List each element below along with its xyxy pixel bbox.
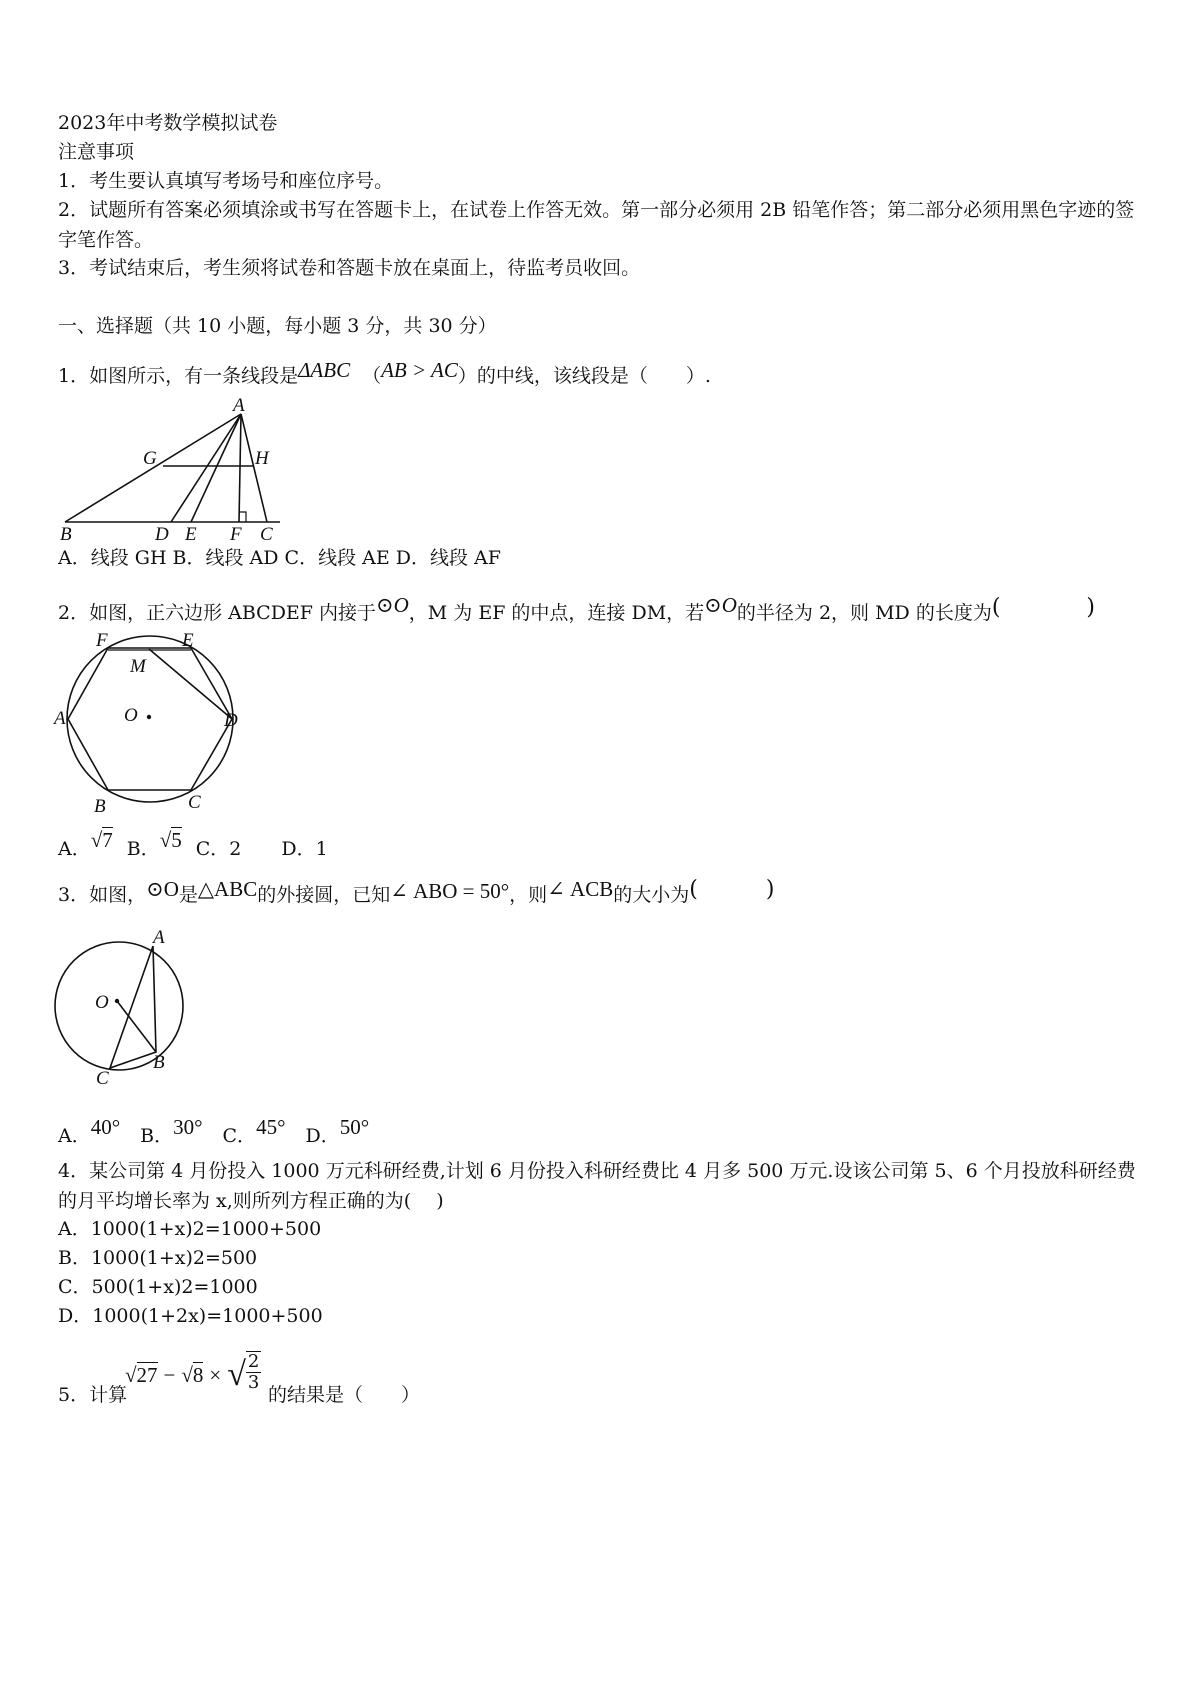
q1-stem-a: 1．如图所示，有一条线段是 [58, 365, 299, 387]
q2-options: A．√7 B．√5 C．2 D．1 [58, 828, 328, 860]
notice-1: 1．考生要认真填写考场号和座位序号。 [58, 170, 394, 192]
q5-rad-8: 8 [192, 1362, 204, 1387]
q2-figure [52, 628, 252, 818]
q3-opt-a-value: 40° [90, 1115, 121, 1139]
q2-opt-a-value: 7 [102, 828, 113, 852]
q3-opt-d-label: D． [305, 1125, 340, 1147]
q2-stem [58, 590, 1109, 628]
q1-condition: AB > AC [381, 358, 458, 382]
q5-minus: − [163, 1362, 176, 1387]
exam-title: 2023年中考数学模拟试卷 [58, 112, 278, 134]
q1-label-b: B [60, 524, 72, 545]
q3-stem-b: 是 [178, 884, 198, 906]
q4-stem: 4．某公司第 4 月份投入 1000 万元科研经费,计划 6 月份投入科研经费比 4 月多 500 万元.设该公司第 5、6 个月投放科研经费的月平均增长率为 x,则所列方程正确的为( ) [58, 1160, 1136, 1212]
q5-fraction [246, 1351, 261, 1393]
q3-options [58, 1112, 369, 1151]
q4-option-b: B．1000(1+x)2=500 [58, 1247, 258, 1269]
q1-triangle: ΔABC [298, 358, 351, 382]
q3-opt-a-label: A． [58, 1125, 91, 1147]
q3-stem-d: ，则 [509, 884, 548, 906]
q5-denominator: 3 [247, 1372, 260, 1393]
q2-opt-b-value: 5 [171, 828, 182, 852]
q2-center-dot [147, 715, 151, 719]
q3-angle-acb: ∠ ACB [547, 877, 614, 901]
q3-label-c: C [96, 1068, 109, 1089]
q3-label-o: O [95, 992, 109, 1013]
q3-stem-a: 3．如图， [58, 884, 147, 906]
q3-opt-d-value: 50° [339, 1115, 370, 1139]
q2-circle-o2: ⊙O [704, 593, 737, 617]
q2-circle-o: ⊙O [376, 593, 409, 617]
q2-stem-c: 的半径为 2，则 MD 的长度为 [736, 602, 992, 624]
q3-circle-o: ⊙O [146, 877, 179, 901]
q1-options: A．线段 GH B．线段 AD C．线段 AE D．线段 AF [58, 547, 501, 569]
q1-label-d: D [155, 524, 169, 545]
q3-angle-abo: ∠ ABO = 50° [390, 879, 510, 903]
q3-stem [58, 874, 782, 910]
q2-label-m: M [130, 656, 146, 677]
q3-figure [50, 928, 210, 1090]
q5-stem-b: 的结果是（ ） [268, 1384, 421, 1406]
q1-paren-close: ） [457, 365, 477, 387]
q1-label-a: A [233, 398, 245, 416]
q1-label-c: C [260, 524, 273, 545]
q3-stem-c: 的外接圆，已知 [257, 884, 391, 906]
q2-opt-b-label: B． [126, 838, 160, 860]
q2-opt-c: C．2 [195, 838, 242, 860]
q1-figure [55, 398, 315, 548]
q2-label-f: F [96, 630, 108, 651]
q2-stem-b: ，M 为 EF 的中点，连接 DM，若 [408, 602, 705, 624]
notice-2: 2．试题所有答案必须填涂或书写在答题卡上，在试卷上作答无效。第一部分必须用 2B 铅笔作答；第二部分必须用黑色字迹的签字笔作答。 [58, 199, 1135, 251]
q1-label-h: H [255, 448, 269, 469]
q3-center-dot [115, 999, 119, 1003]
q5-numerator: 2 [247, 1351, 260, 1372]
q1-label-e: E [185, 524, 197, 545]
q2-label-b: B [94, 796, 106, 817]
q1-label-g: G [143, 448, 157, 469]
q2-paren: ( ) [991, 595, 1109, 620]
q2-label-c: C [188, 792, 201, 813]
q1-paren-open: （ [362, 365, 382, 387]
q3-opt-b-label: B． [140, 1125, 174, 1147]
section-title: 一、选择题（共 10 小题，每小题 3 分，共 30 分） [58, 315, 497, 337]
q2-stem-a: 2．如图，正六边形 ABCDEF 内接于 [58, 602, 377, 624]
q5-expression: √27 − √8 × √ $\frac{2}{3}$ [125, 1351, 260, 1393]
q1-label-f: F [230, 524, 242, 545]
q3-opt-c-value: 45° [256, 1115, 286, 1139]
q2-label-d: D [224, 710, 238, 731]
notice-heading: 注意事项 [58, 141, 135, 163]
q1-stem-b: 的中线，该线段是（ ）. [476, 365, 711, 387]
q2-label-o: O [124, 705, 138, 726]
q2-opt-d: D．1 [281, 838, 328, 860]
notice-3: 3．考试结束后，考生须将试卷和答题卡放在桌面上，待监考员收回。 [58, 257, 641, 279]
q3-opt-b-value: 30° [173, 1115, 203, 1139]
q5-times: × [209, 1362, 222, 1387]
q2-label-a: A [54, 708, 66, 729]
q4-option-d: D．1000(1+2x)=1000+500 [58, 1305, 323, 1327]
q4-option-a: A．1000(1+x)2=1000+500 [58, 1218, 322, 1240]
q3-label-a: A [153, 928, 165, 948]
q5-rad-27: 27 [136, 1362, 158, 1387]
q3-triangle: △ABC [197, 877, 258, 901]
q2-opt-a-label: A． [58, 838, 91, 860]
q3-stem-e: 的大小为 [613, 884, 690, 906]
q1-stem [58, 355, 711, 391]
q5-stem-a: 5．计算 [58, 1384, 128, 1406]
q3-opt-c-label: C． [222, 1125, 257, 1147]
q4-option-c: C．500(1+x)2=1000 [58, 1276, 258, 1298]
q3-paren: ( ) [689, 877, 783, 902]
q2-label-e: E [182, 630, 194, 651]
q3-label-b: B [153, 1052, 165, 1073]
